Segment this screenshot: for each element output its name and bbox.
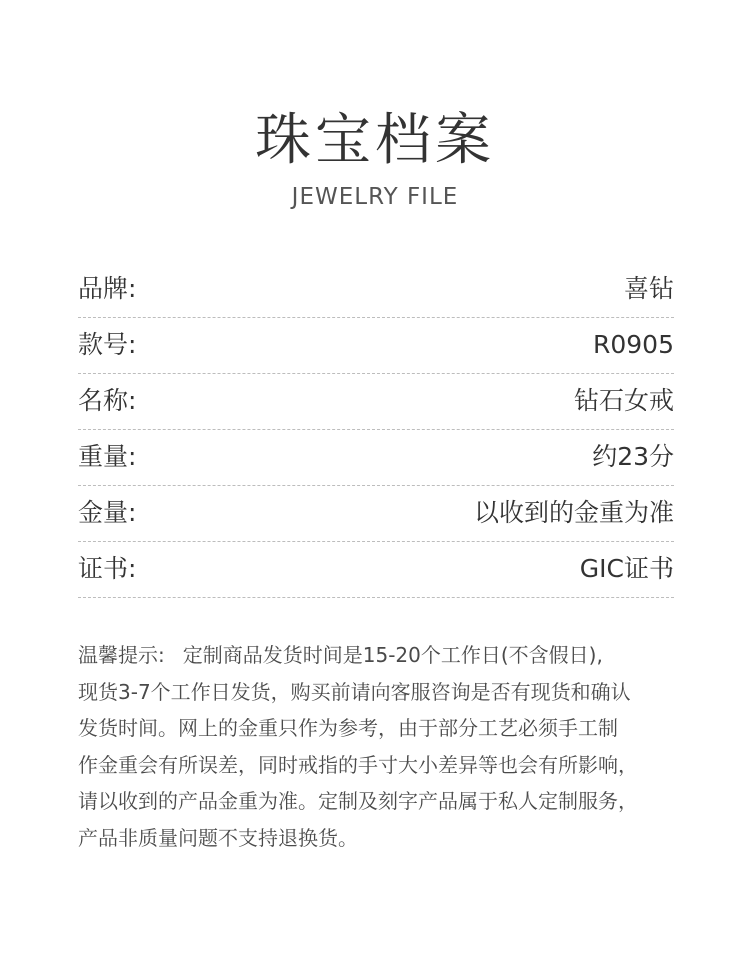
spec-label: 证书: [78,554,137,583]
notice-line: 产品非质量问题不支持退换货。 [78,825,358,850]
spec-label: 名称: [78,386,137,415]
notice-prefix: 温馨提示: [78,643,165,667]
spec-value: GIC证书 [579,554,674,583]
spec-value: 约23分 [592,442,674,471]
spec-label: 金量: [78,498,137,527]
spec-row-certificate [78,542,674,598]
notice-line [78,637,678,674]
spec-label: 款号: [78,330,137,359]
notice-line: 请以收到的产品金重为准。定制及刻字产品属于私人定制服务， [78,789,638,814]
spec-row-name [78,374,674,430]
spec-label: 品牌: [78,274,137,303]
page-title: 珠宝档案 [255,108,495,173]
page-subtitle: JEWELRY FILE [291,184,459,210]
spec-row-model [78,318,674,374]
spec-value: R0905 [593,330,674,359]
spec-list [78,262,674,598]
notice-line: 现货3-7个工作日发货，购买前请向客服咨询是否有现货和确认 [78,679,631,704]
spec-value: 钻石女戒 [573,386,674,415]
notice-text [78,637,678,857]
spec-row-weight [78,430,674,486]
spec-value: 以收到的金重为准 [473,498,674,527]
spec-value: 喜钻 [623,274,674,303]
spec-label: 重量: [78,442,137,471]
notice-line-text: 定制商品发货时间是15-20个工作日(不含假日), [182,643,603,667]
notice-line: 发货时间。网上的金重只作为参考，由于部分工艺必须手工制 [78,716,618,741]
spec-row-gold-weight [78,486,674,542]
notice-line: 作金重会有所误差，同时戒指的手寸大小差异等也会有所影响， [78,752,638,777]
spec-row-brand [78,262,674,318]
